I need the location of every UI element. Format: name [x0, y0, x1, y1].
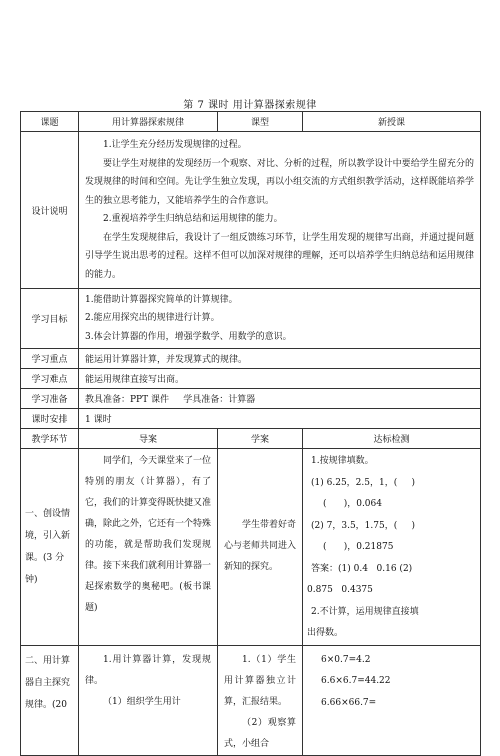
goals-label: 学习目标 [21, 289, 79, 349]
section-2-study [218, 645, 303, 755]
check-line: 6.66×66.7= [321, 697, 377, 708]
difficulty-label: 学习难点 [21, 369, 79, 389]
check-line: (2) 7，3.5，1.75，( ) [311, 520, 416, 531]
lesson-plan-table [20, 111, 481, 756]
header-row [21, 112, 481, 132]
goal-item: 2.能应用探究出的规律进行计算。 [85, 313, 220, 324]
section-2-study-line: （2）观察算式，小组合 [224, 717, 297, 749]
section-1-step [21, 449, 79, 646]
schedule-value: 1 课时 [79, 409, 481, 429]
section-2-guide-line: （1）组织学生用计 [103, 696, 181, 707]
design-row [21, 132, 481, 289]
check-line: ( )，0.21875 [323, 542, 394, 552]
section-1-step-text: 一、创设情境，引入新课。(3 分钟) [25, 508, 71, 585]
design-paragraph-1: 要让学生对规律的发现经历一个观察、对比、分析的过程，所以教学设计中要给学生留充分的发现规律的时间和空间。先让学生独立发现，再以小组交流的方式组织教学活动，这样既能培养学生的独立思考能力，又能培养学生的合作意识。 [85, 158, 475, 206]
check-line: 答案：(1) 0.4 0.16 (2) [311, 563, 413, 574]
key-point-value: 能运用计算器计算，并发现算式的规律。 [79, 349, 481, 369]
lesson-label: 课题 [21, 112, 79, 132]
lesson-value: 用计算器探索规律 [79, 112, 218, 132]
check-line: 出得数。 [307, 628, 344, 638]
column-header-row [21, 429, 481, 449]
design-label: 设计说明 [21, 132, 79, 289]
design-paragraph-2: 在学生发现规律后，我设计了一组反馈练习环节，让学生用发现的规律写出商，并通过提问题引导学生说出思考的过程。这样不但可以加深对规律的理解，还可以培养学生归纳总结和运用规律的能力。 [85, 232, 475, 280]
design-content [79, 132, 481, 289]
section-2-step-text: 二、用计算器自主探究规律。(20 [25, 655, 71, 710]
difficulty-row [21, 369, 481, 389]
check-line: (1) 6.25，2.5，1，( ) [311, 477, 416, 488]
prep-row [21, 389, 481, 409]
section-1-guide [79, 449, 218, 646]
key-point-row [21, 349, 481, 369]
section-2-check [303, 645, 481, 755]
col-step-header: 教学环节 [21, 429, 79, 449]
section-1-row [21, 449, 481, 646]
col-study-header: 学案 [218, 429, 303, 449]
design-point-1: 1.让学生充分经历发现规律的过程。 [103, 140, 247, 150]
difficulty-value: 能运用规律直接写出商。 [79, 369, 481, 389]
key-point-label: 学习重点 [21, 349, 79, 369]
section-2-guide [79, 645, 218, 755]
page-title: 第 7 课时 用计算器探索规律 [183, 100, 317, 111]
goal-item: 1.能借助计算器探究简单的计算规律。 [85, 294, 238, 305]
section-1-check [303, 449, 481, 646]
prep-value: 教具准备：PPT 课件 学具准备：计算器 [79, 389, 481, 409]
check-line: 6×0.7=4.2 [321, 654, 371, 665]
check-line: ( )，0.064 [323, 499, 382, 509]
type-value: 新授课 [303, 112, 481, 132]
goals-content [79, 289, 481, 349]
prep-label: 学习准备 [21, 389, 79, 409]
goal-item: 3.体会计算器的作用，增强学数学、用数学的意识。 [85, 331, 292, 342]
check-line: 0.875 0.4375 [307, 585, 373, 595]
section-2-step [21, 645, 79, 755]
type-label: 课型 [218, 112, 303, 132]
goals-row [21, 289, 481, 349]
section-1-study [218, 449, 303, 646]
section-1-study-text: 学生带着好奇心与老师共同进入新知的探究。 [224, 520, 297, 573]
schedule-row [21, 409, 481, 429]
col-check-header: 达标检测 [303, 429, 481, 449]
check-line: 6.6×6.7=44.22 [321, 676, 391, 686]
design-point-2: 2.重视培养学生归纳总结和运用规律的能力。 [103, 214, 283, 224]
section-2-guide-line: 1.用计算器计算，发现规律。 [85, 654, 212, 686]
col-guide-header: 导案 [79, 429, 218, 449]
check-line: 1.按规律填数。 [311, 456, 374, 466]
check-line: 2.不计算，运用规律直接填 [311, 606, 419, 617]
section-2-row [21, 645, 481, 755]
section-1-guide-text: 同学们，今天课堂来了一位特别的朋友（计算器），有了它，我们的计算变得既快捷又准确，除此之外，它还有一个特殊的功能，就是帮助我们发现规律。接下来我们就利用计算器一起探索数学的奥秘吧。(板书课题) [85, 456, 212, 613]
section-2-study-line: 1.（1）学生用计算器独立计算，汇报结果。 [224, 654, 297, 707]
schedule-label: 课时安排 [21, 409, 79, 429]
